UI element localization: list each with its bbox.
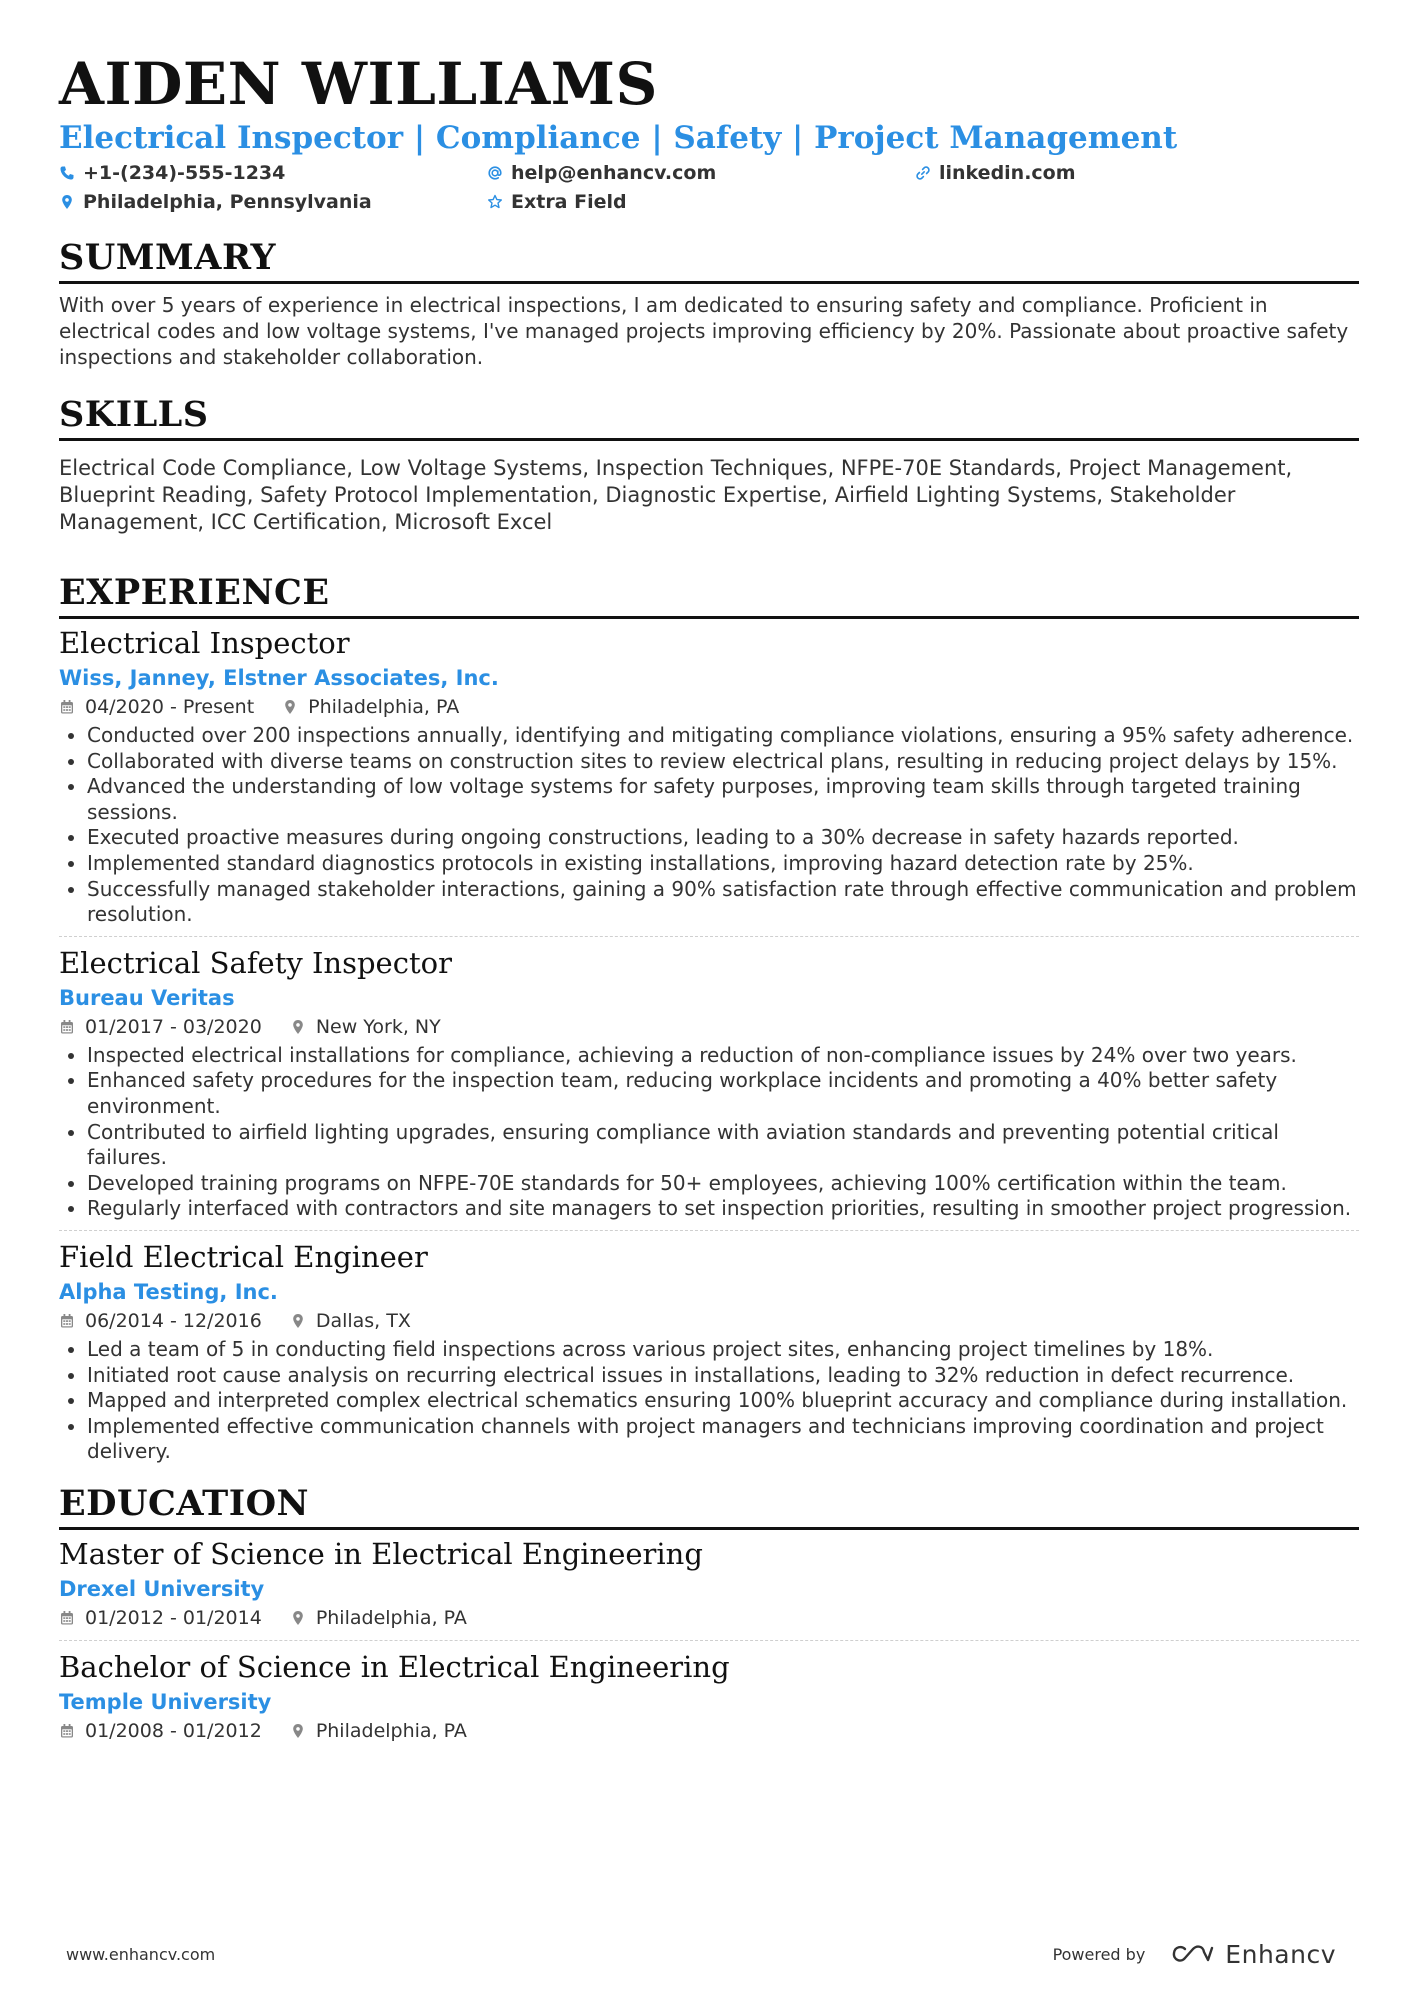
calendar-icon xyxy=(59,1723,75,1739)
contact-phone xyxy=(59,159,487,186)
achievement-item: • Enhanced safety procedures for the inspection team, reducing workplace incidents and promoting a 40% better safety environment. xyxy=(87,1068,1359,1119)
calendar-icon xyxy=(59,1610,75,1626)
skills-section xyxy=(59,394,1359,536)
entry-location: Philadelphia, PA xyxy=(308,696,460,718)
summary-title: SUMMARY xyxy=(59,237,276,278)
skills-title: SKILLS xyxy=(59,394,209,435)
location-pin-icon xyxy=(290,1610,306,1626)
entry-meta xyxy=(59,1604,1359,1632)
achievement-item: • Conducted over 200 inspections annually, identifying and mitigating compliance violations, ensuring a 95% safety adherence. xyxy=(87,723,1359,749)
entry-dates: 01/2017 - 03/2020 xyxy=(85,1015,262,1038)
degree-title: Master of Science in Electrical Engineering xyxy=(59,1536,703,1571)
job-title: Electrical Safety Inspector xyxy=(59,945,452,980)
entry-location: Philadelphia, PA xyxy=(315,1719,467,1742)
achievement-list xyxy=(59,1043,1359,1222)
phone-icon xyxy=(59,165,75,181)
achievement-item: • Mapped and interpreted complex electrical schematics ensuring 100% blueprint accuracy and compliance during installation. xyxy=(87,1388,1359,1414)
entry-dates: 06/2014 - 12/2016 xyxy=(85,1309,262,1332)
entry-dates: 04/2020 - Present xyxy=(85,696,255,718)
link-icon xyxy=(915,165,931,181)
experience-title: EXPERIENCE xyxy=(59,572,330,613)
entry-meta xyxy=(59,1717,1359,1745)
summary-section xyxy=(59,237,1359,370)
experience-entry xyxy=(59,623,1359,936)
powered-by xyxy=(1053,1940,1336,1969)
location-text: Philadelphia, Pennsylvania xyxy=(83,190,372,213)
candidate-name: AIDEN WILLIAMS xyxy=(59,50,658,118)
company-name: Bureau Veritas xyxy=(59,985,235,1010)
calendar-icon xyxy=(59,1313,75,1329)
achievement-item: • Implemented standard diagnostics protocols in existing installations, improving hazard detection rate by 25%. xyxy=(87,851,1359,877)
education-entry xyxy=(59,1534,1359,1640)
entry-location: New York, NY xyxy=(315,1015,441,1038)
calendar-icon xyxy=(59,699,75,715)
entry-meta xyxy=(59,693,1359,721)
entry-location: Philadelphia, PA xyxy=(315,1606,467,1629)
skills-text: Electrical Code Compliance, Low Voltage Systems, Inspection Techniques, NFPE-70E Standards, Project Management, Blueprint Reading, Safety Protocol Implementation, Diagnostic Expertise, Airfield Lighting Systems, Stakeholder Management, ICC Certification, Microsoft Excel xyxy=(59,456,1293,534)
footer-website[interactable]: www.enhancv.com xyxy=(66,1945,216,1964)
achievement-item: • Successfully managed stakeholder interactions, gaining a 90% satisfaction rate through effective communication and problem resolution. xyxy=(87,877,1359,928)
location-pin-icon xyxy=(290,1019,306,1035)
powered-by-label: Powered by xyxy=(1052,1945,1146,1964)
achievement-item: • Developed training programs on NFPE-70E standards for 50+ employees, achieving 100% certification within the team. xyxy=(87,1171,1359,1197)
section-divider xyxy=(59,281,1359,284)
entry-dates: 01/2012 - 01/2014 xyxy=(85,1606,262,1629)
resume-page xyxy=(59,50,1359,1753)
education-list xyxy=(59,1534,1359,1753)
candidate-headline: Electrical Inspector | Compliance | Safety | Project Management xyxy=(59,120,1178,156)
entry-dates: 01/2008 - 01/2012 xyxy=(85,1719,262,1742)
achievement-item: • Initiated root cause analysis on recurring electrical issues in installations, leading to 32% reduction in defect recurrence. xyxy=(87,1363,1359,1389)
experience-section xyxy=(59,572,1359,1473)
calendar-icon xyxy=(59,1019,75,1035)
entry-meta xyxy=(59,1307,1359,1335)
contact-info xyxy=(59,159,1359,215)
job-title: Field Electrical Engineer xyxy=(59,1239,428,1274)
experience-entry xyxy=(59,1230,1359,1473)
achievement-item: • Collaborated with diverse teams on construction sites to review electrical plans, resulting in reducing project delays by 15%. xyxy=(87,749,1359,775)
linkedin-text: linkedin.com xyxy=(939,161,1076,184)
section-divider xyxy=(59,616,1359,619)
achievement-item: • Inspected electrical installations for compliance, achieving a reduction of non-compliance issues by 24% over two years. xyxy=(87,1043,1359,1069)
brand-logo[interactable] xyxy=(1171,1940,1336,1969)
enhancv-logo-icon xyxy=(1171,1944,1215,1966)
page-footer xyxy=(66,1940,1336,1969)
location-pin-icon xyxy=(290,1723,306,1739)
at-icon xyxy=(487,165,503,181)
contact-linkedin[interactable] xyxy=(915,159,1355,186)
education-section xyxy=(59,1483,1359,1753)
brand-name: Enhancv xyxy=(1225,1940,1336,1969)
achievement-list xyxy=(59,723,1359,928)
section-divider xyxy=(59,1527,1359,1530)
experience-entry xyxy=(59,936,1359,1230)
company-name: Wiss, Janney, Elstner Associates, Inc. xyxy=(59,666,499,690)
star-icon xyxy=(487,194,503,210)
school-name: Drexel University xyxy=(59,1576,265,1601)
location-pin-icon xyxy=(59,194,75,210)
extra-text: Extra Field xyxy=(511,190,627,213)
contact-location xyxy=(59,188,487,215)
job-title: Electrical Inspector xyxy=(59,626,350,660)
achievement-item: • Regularly interfaced with contractors and site managers to set inspection priorities, resulting in smoother project progression. xyxy=(87,1196,1359,1222)
education-title: EDUCATION xyxy=(59,1482,310,1524)
entry-meta xyxy=(59,1013,1359,1041)
degree-title: Bachelor of Science in Electrical Engineering xyxy=(59,1649,730,1684)
company-name: Alpha Testing, Inc. xyxy=(59,1279,278,1304)
achievement-item: • Executed proactive measures during ongoing constructions, leading to a 30% decrease in safety hazards reported. xyxy=(87,825,1359,851)
school-name: Temple University xyxy=(59,1689,272,1714)
experience-list xyxy=(59,623,1359,1473)
location-pin-icon xyxy=(282,699,298,715)
achievement-list xyxy=(59,1337,1359,1465)
achievement-item: • Advanced the understanding of low voltage systems for safety purposes, improving team skills through targeted training sessions. xyxy=(87,774,1359,825)
email-text: help@enhancv.com xyxy=(511,161,717,184)
summary-text: With over 5 years of experience in electrical inspections, I am dedicated to ensuring safety and compliance. Proficient in electrical codes and low voltage systems, I've managed projects improving efficiency by 20%. Passionate about proactive safety inspections and stakeholder collaboration. xyxy=(59,293,1349,369)
contact-extra xyxy=(487,188,915,215)
section-divider xyxy=(59,438,1359,441)
achievement-item: • Contributed to airfield lighting upgrades, ensuring compliance with aviation standards and preventing potential critical failures. xyxy=(87,1120,1359,1171)
location-pin-icon xyxy=(290,1313,306,1329)
achievement-item: • Led a team of 5 in conducting field inspections across various project sites, enhancing project timelines by 18%. xyxy=(87,1337,1359,1363)
phone-text: +1-(234)-555-1234 xyxy=(83,161,286,184)
contact-email[interactable] xyxy=(487,159,915,186)
entry-location: Dallas, TX xyxy=(315,1309,411,1332)
achievement-item: • Implemented effective communication channels with project managers and technicians improving coordination and project delivery. xyxy=(87,1414,1359,1465)
education-entry xyxy=(59,1640,1359,1753)
